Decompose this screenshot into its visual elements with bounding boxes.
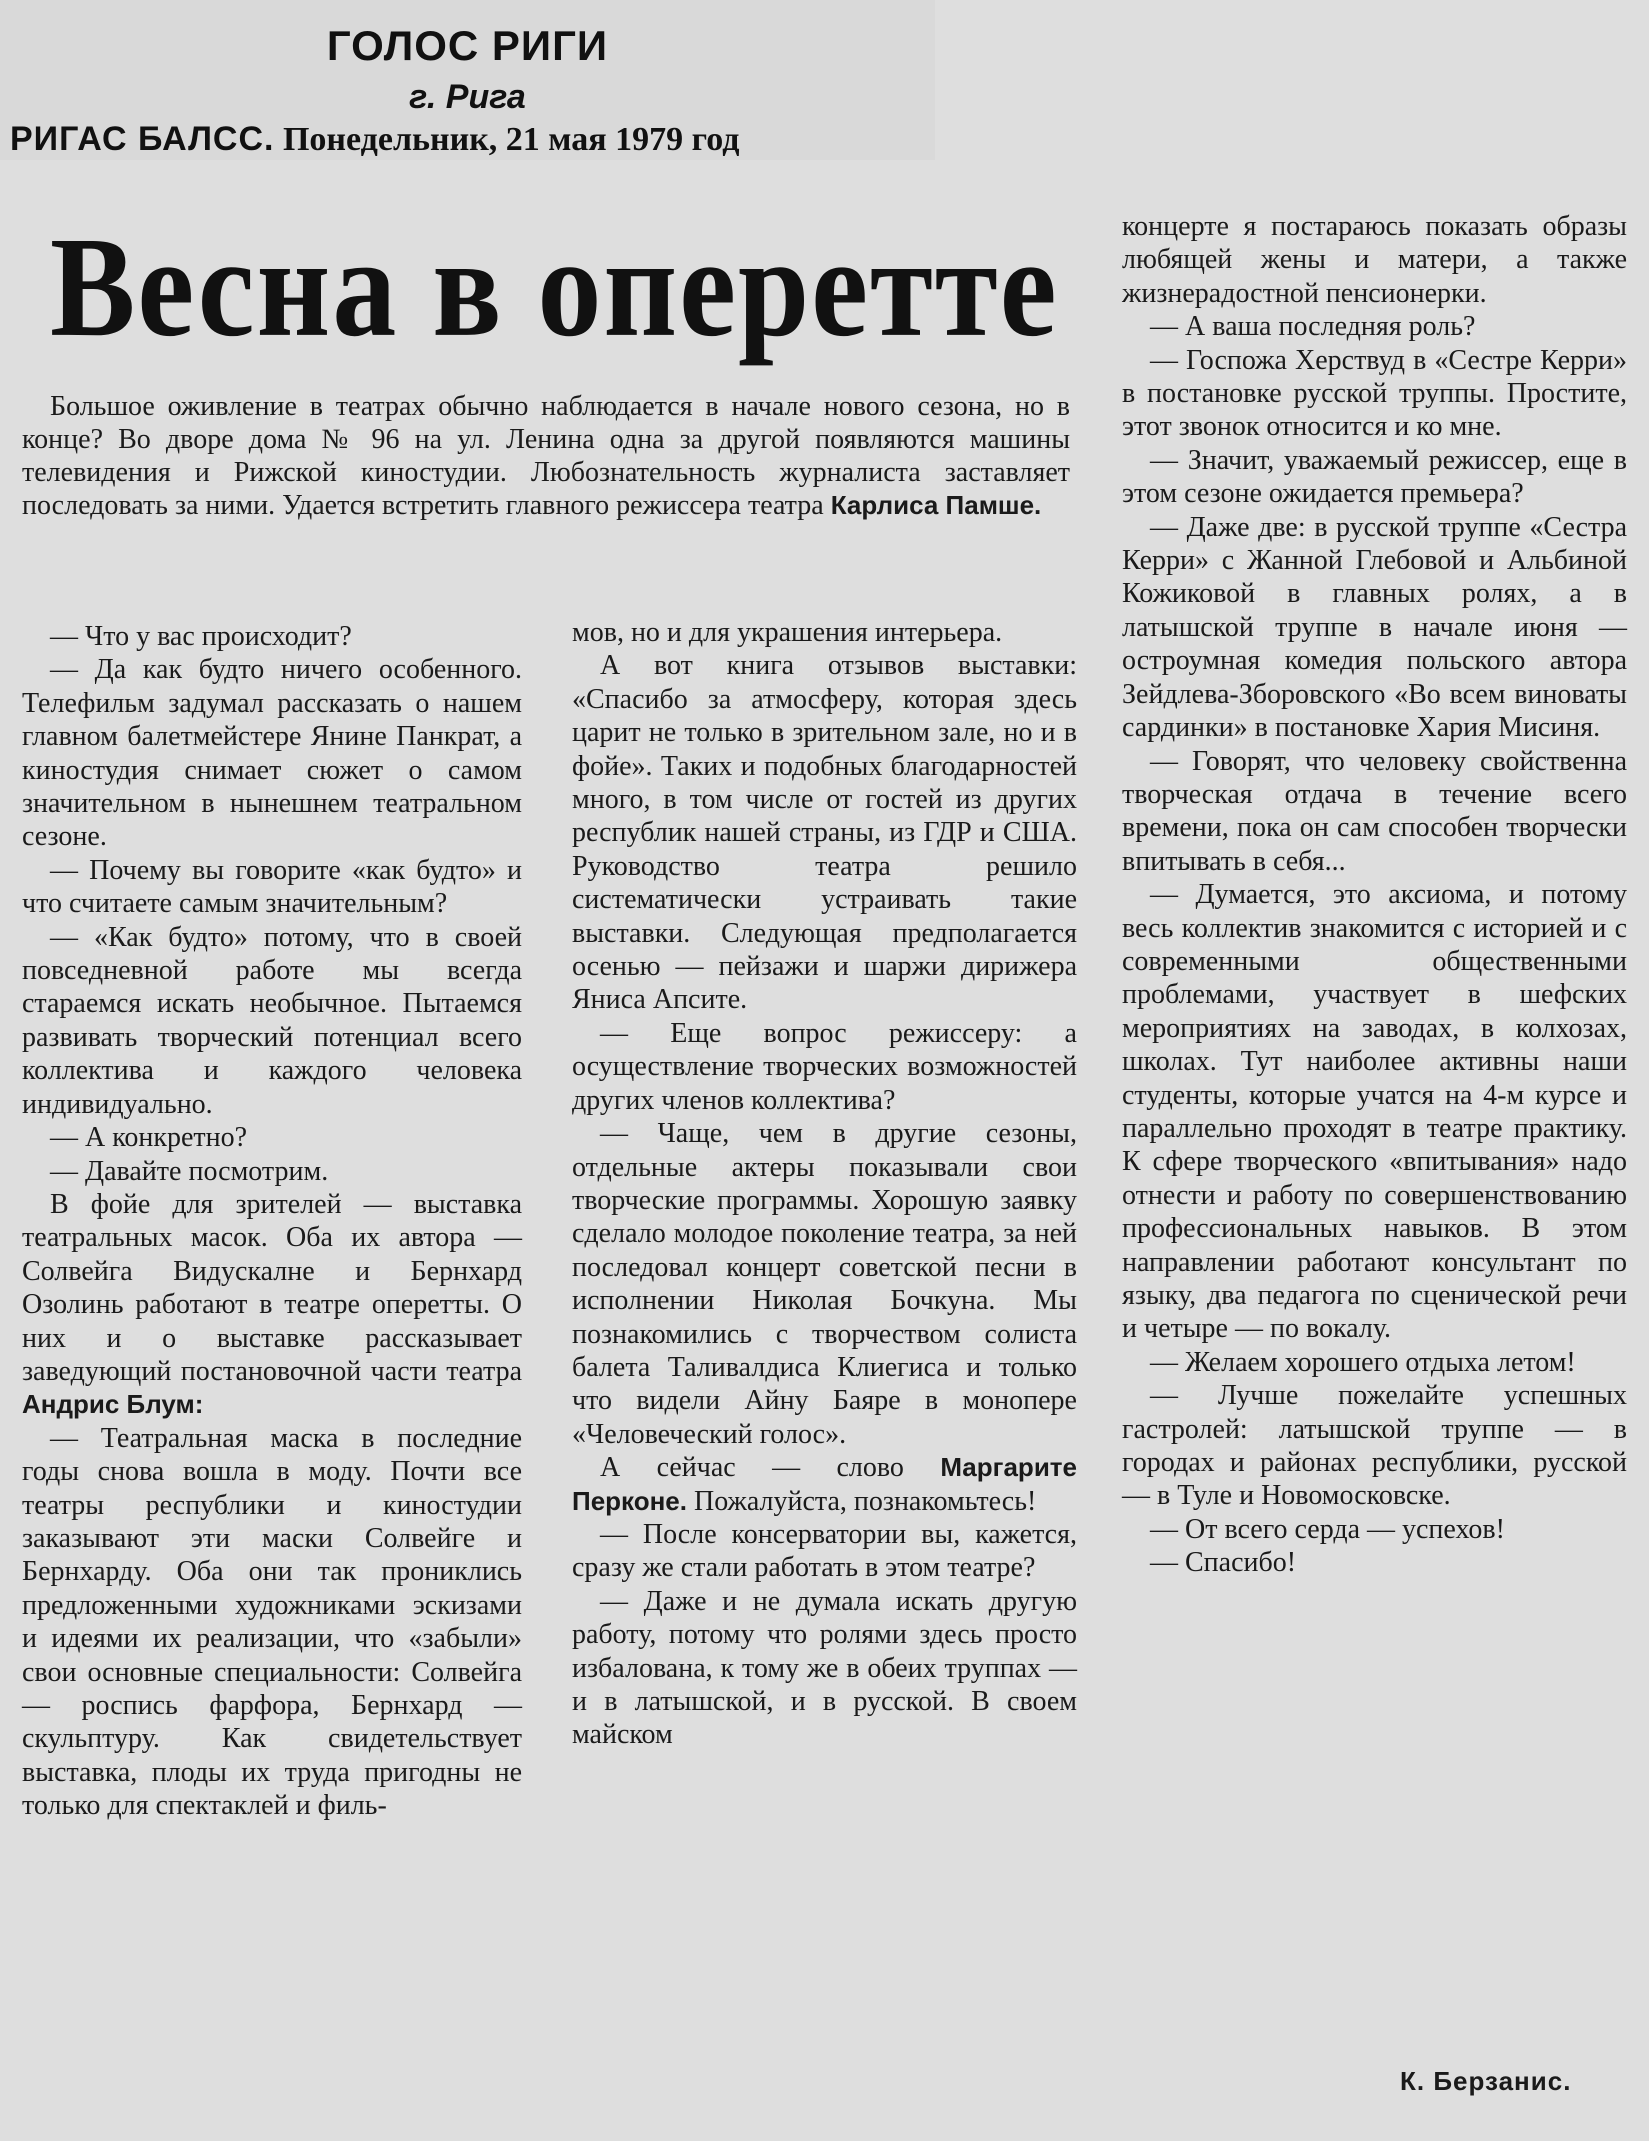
lead-name: Карлиса Памше. — [830, 490, 1042, 520]
paragraph: — Что у вас происходит? — [50, 621, 352, 652]
paragraph — [22, 1188, 522, 1422]
paragraph: — Значит, уважаемый режиссер, еще в этом сезоне ожидается премьера? — [1122, 444, 1627, 510]
paragraph: — После консерватории вы, кажется, сразу же стали работать в этом театре? — [572, 1518, 1077, 1584]
paragraph: — Да как будто ничего особенного. Телефильм задумал рассказать о нашем главном балетмейстере Янине Панкрат, а киностудия снимает сюжет о самом значительном в нынешнем театральном сезоне. — [22, 654, 522, 853]
article-title: Весна в оперетте — [50, 207, 1059, 367]
paragraph: — Давайте посмотрим. — [50, 1155, 329, 1187]
article-column-2 — [572, 616, 1077, 1752]
paragraph: — Чаще, чем в другие сезоны, отдельные актеры показывали свои творческие программы. Хорошую заявку сделало молодое поколение театра, за ней последовал концерт советской песни в исполнении Николая Бочкуна. Мы познакомились с творчеством солиста балета Таливалдиса Клиегиса и только что видели Айну Баяре в монопере «Человеческий голос». — [572, 1118, 1077, 1450]
paragraph: мов, но и для украшения интерьера. — [572, 617, 1003, 648]
paragraph: — Спасибо! — [1150, 1547, 1297, 1579]
paragraph-text: Пожалуйста, познакомьтесь! — [686, 1485, 1037, 1517]
newspaper-city: г. Рига — [409, 78, 526, 116]
paragraph: — А конкретно? — [50, 1122, 248, 1154]
publication-date: Понедельник, 21 мая 1979 год — [282, 121, 740, 158]
paragraph: — Почему вы говорите «как будто» и что считаете самым значительным? — [22, 854, 522, 920]
paragraph: — Театральная маска в последние годы снова вошла в моду. Почти все театры республики и киностудии заказывают эти маски Солвейге и Бернхарду. Оба они так прониклись предложенными художниками эскизами и идеями их реализации, что «забыли» свои основные специальности: Солвейга — роспись фарфора, Бернхард — скульптуру. Как свидетельствует выставка, плоды их труда пригодны не только для спектаклей и филь- — [22, 1422, 522, 1822]
newspaper-name: ГОЛОС РИГИ — [326, 22, 609, 69]
paragraph: — Даже две: в русской труппе «Сестра Керри» с Жанной Глебовой и Альбиной Кожиковой в главных ролях, а в латышской труппе в начале июня — остроумная комедия польского автора Зейдлева-Зборовского «Во всем виноваты сардинки» в постановке Хария Мисиня. — [1122, 511, 1627, 744]
lead-text: Большое оживление в театрах обычно наблюдается в начале нового сезона, но в конце? Во дворе дома № 96 на ул. Ленина одна за другой появляются машины телевидения и Рижской киностудии. Любознательность журналиста заставляет последовать за ними. Удается встретить главного режиссера театра — [22, 391, 1070, 521]
dateline — [10, 120, 935, 159]
article-lead — [22, 390, 1070, 522]
paragraph — [572, 1451, 1077, 1518]
paragraph-text: В фойе для зрителей — выставка театральных масок. Оба их автора — Солвейга Видускалне и Бернхард Озолинь работают в театре оперетты. О них и о выставке рассказывает заведующий постановочной части театра — [22, 1188, 522, 1387]
paragraph: — Даже и не думала искать другую работу, потому что ролями здесь просто избалована, к тому же в обеих труппах — и в латышской, и в русской. В своем майском — [572, 1585, 1077, 1751]
article-column-3 — [1122, 210, 1627, 1580]
paragraph: А вот книга отзывов выставки: «Спасибо за атмосферу, которая здесь царит не только в зрительном зале, но и в фойе». Таких и подобных благодарностей много, в том числе от гостей из других республик нашей страны, из ГДР и США. Руководство театра решило систематически устраивать такие выставки. Следующая предполагается осенью — пейзажи и шаржи дирижера Яниса Апсите. — [572, 650, 1077, 1016]
paragraph: — Желаем хорошего отдыха летом! — [1150, 1346, 1576, 1378]
paragraph: — «Как будто» потому, что в своей повседневной работе мы всегда стараемся искать необычное. Пытаемся развивать творческий потенциал всего коллектива и каждого человека индивидуально. — [22, 921, 522, 1120]
interviewee-name: Андрис Блум: — [22, 1389, 204, 1420]
interviewee-name: Маргарите Перконе. — [572, 1452, 1077, 1516]
author-signature: К. Берзанис. — [1400, 2066, 1572, 2096]
article-column-1 — [22, 620, 522, 1823]
paragraph: — Думается, это аксиома, и потому весь коллектив знакомится с историей и с современными общественными проблемами, участвует в шефских мероприятиях на заводах, в колхозах, школах. Тут наиболее активны наши студенты, которые учатся на 4-м курсе и параллельно проходят в театре практику. К сфере творческого «впитывания» надо отнести и работу по совершенствованию профессиональных навыков. В этом направлении работают консультант по языку, два педагога по сценической речи и четыре — по вокалу. — [1122, 879, 1627, 1345]
paragraph: — Лучше пожелайте успешных гастролей: латышской труппе — в городах и районах республики, русской — в Туле и Новомосковске. — [1122, 1380, 1627, 1512]
paragraph: — Говорят, что человеку свойственна творческая отдача в течение всего времени, пока он сам способен творчески впитывать в себя... — [1122, 745, 1627, 877]
paragraph-text: А сейчас — слово — [600, 1452, 941, 1484]
paragraph: — Еще вопрос режиссеру: а осуществление творческих возможностей других членов коллектива? — [572, 1017, 1077, 1116]
paragraph: концерте я постараюсь показать образы любящей жены и матери, а также жизнерадостной пенсионерки. — [1122, 211, 1627, 309]
paragraph: — От всего серда — успехов! — [1150, 1513, 1505, 1545]
paragraph: — А ваша последняя роль? — [1150, 311, 1476, 343]
paragraph: — Госпожа Херствуд в «Сестре Керри» в постановке русской труппы. Простите, этот звонок относится и ко мне. — [1122, 344, 1627, 443]
publication-name: РИГАС БАЛСС. — [10, 120, 275, 158]
